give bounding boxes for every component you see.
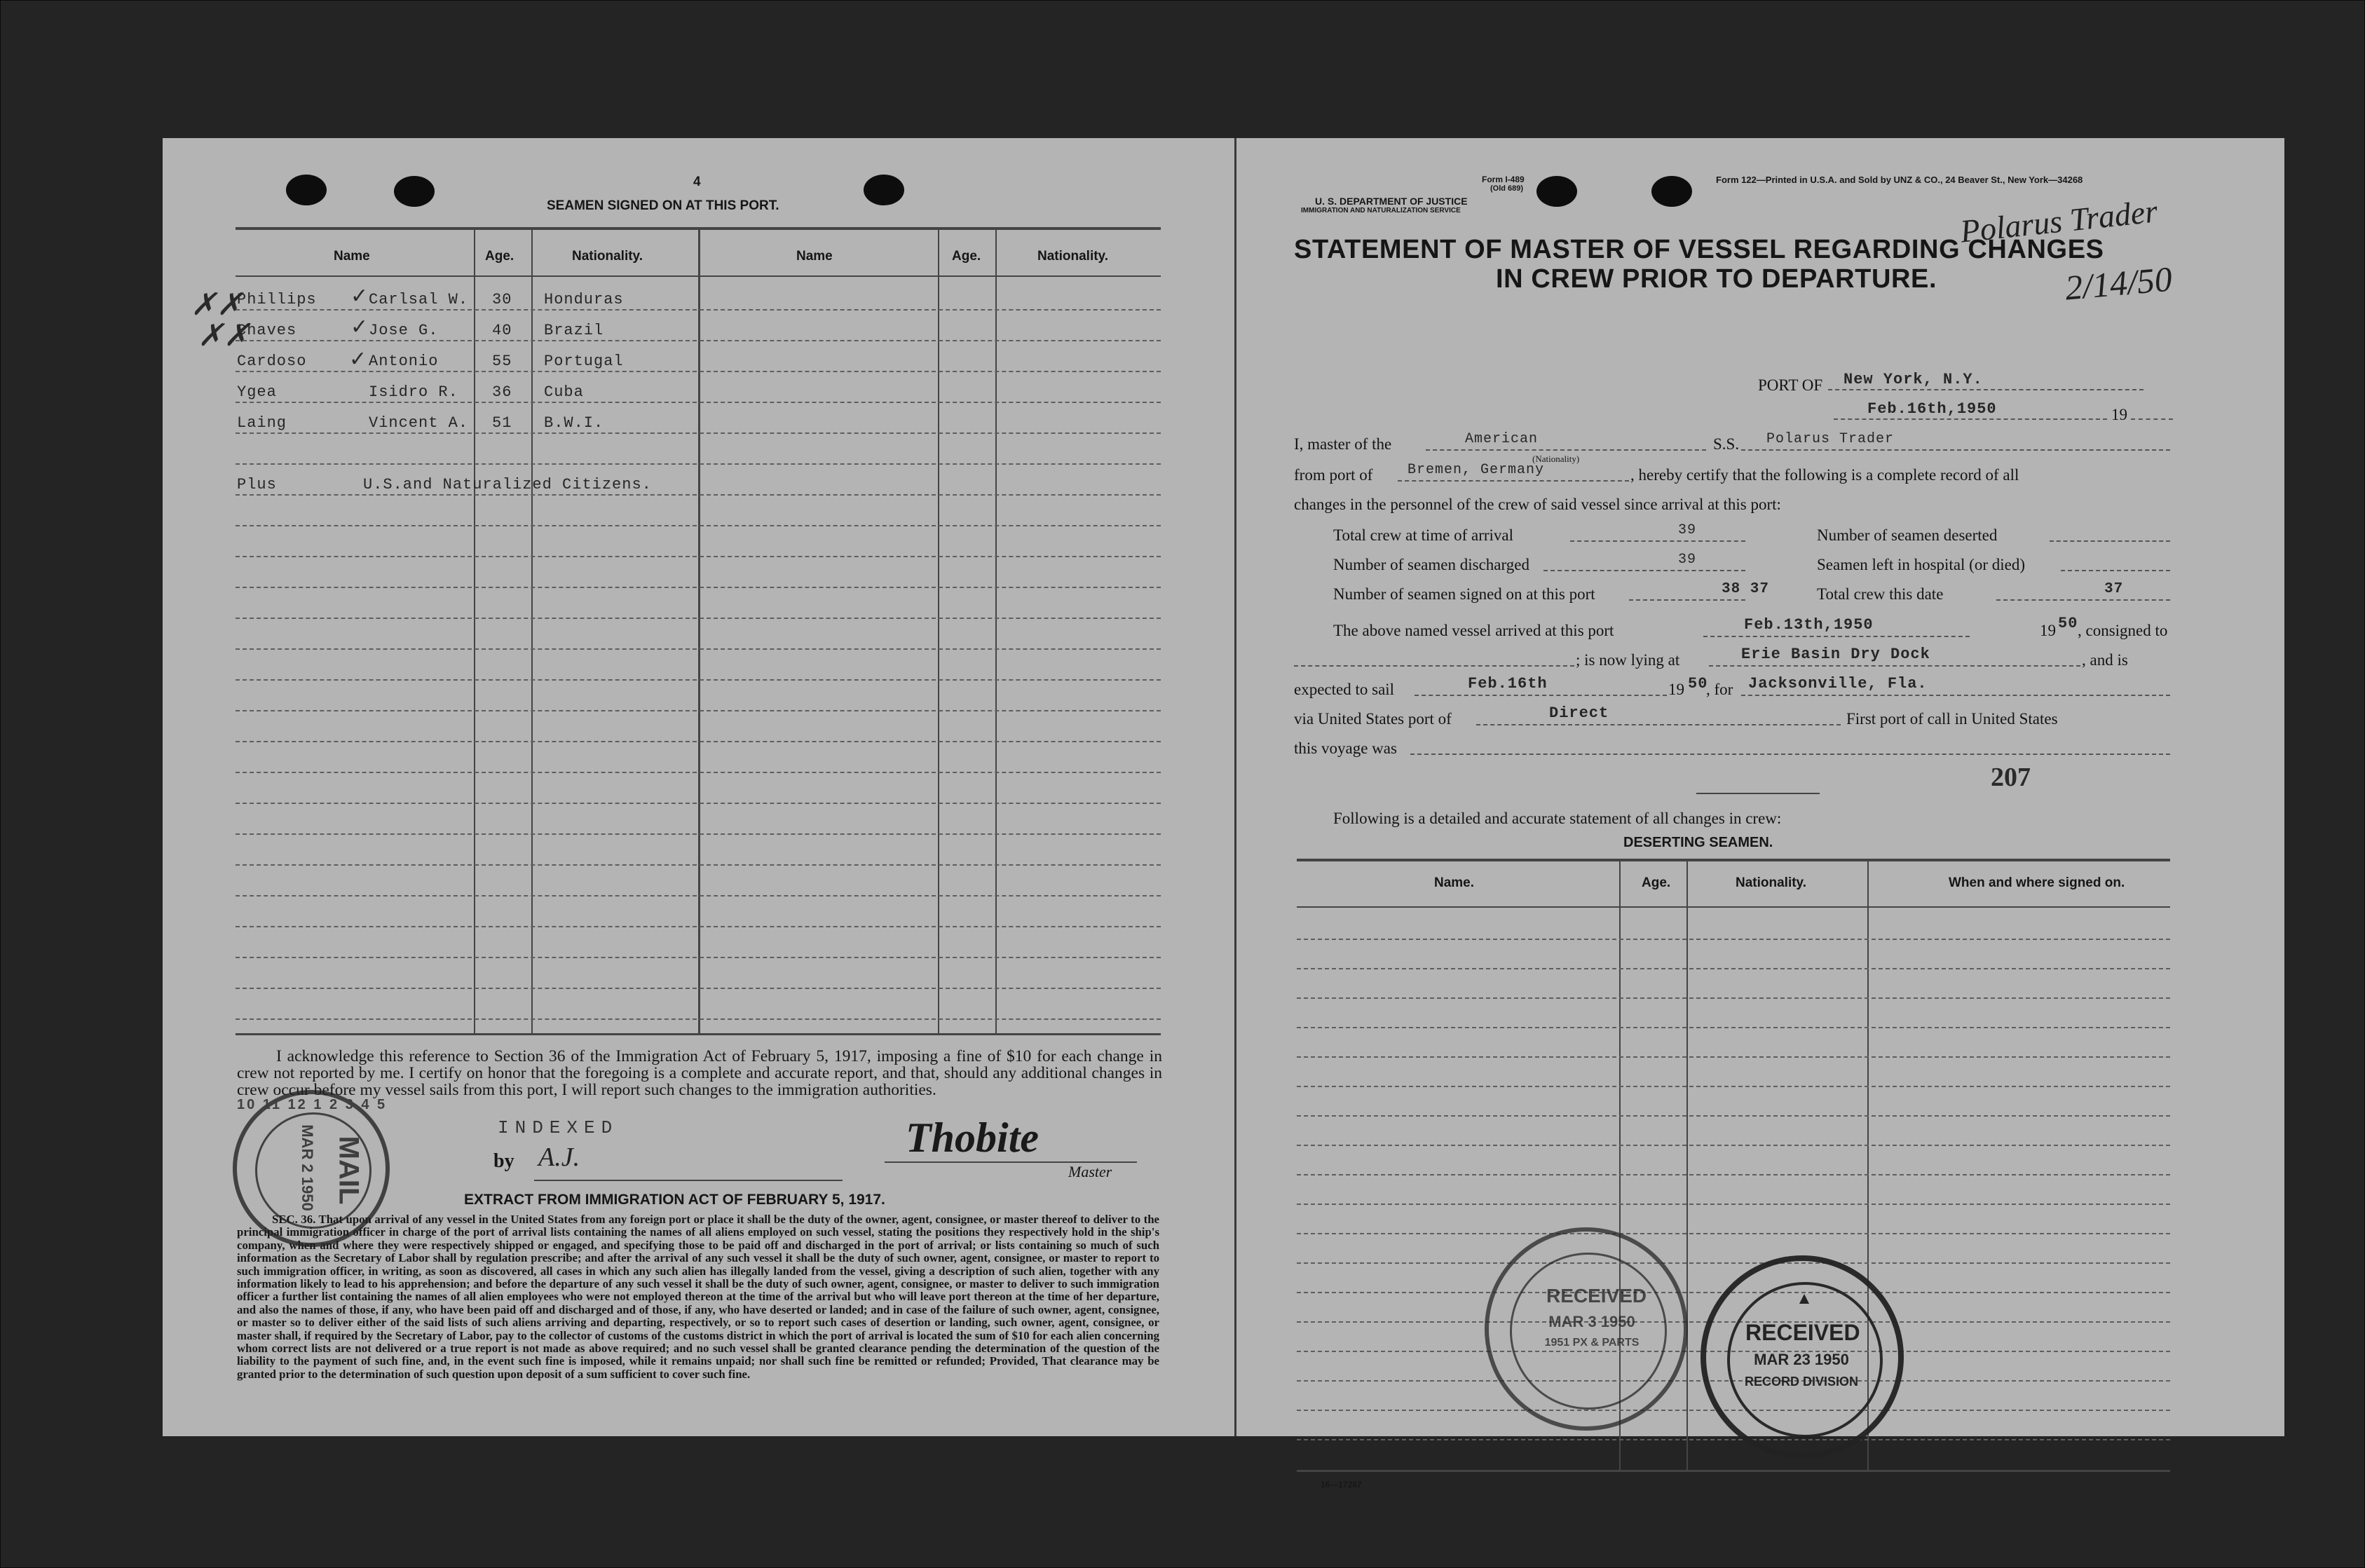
seaman-nationality: Brazil <box>544 322 604 339</box>
row-line <box>236 494 1161 496</box>
right-page <box>1236 138 2284 1489</box>
seaman-age: 51 <box>492 414 512 432</box>
via-line <box>1476 724 1841 725</box>
handwritten-vessel-name: Polarus Trader <box>1958 193 2160 250</box>
row-line <box>236 988 1161 989</box>
consignee-line <box>1294 665 1574 667</box>
lying-line <box>1709 665 2080 667</box>
received-stamp <box>1485 1227 1688 1431</box>
date-value: Feb.16th,1950 <box>1867 400 1997 418</box>
seaman-last-name: Cardoso <box>237 353 307 370</box>
form-title-line2: IN CREW PRIOR TO DEPARTURE. <box>1496 264 1937 294</box>
row-line <box>236 864 1161 866</box>
total-crew-date-label: Total crew this date <box>1817 585 1944 603</box>
page-number: 4 <box>693 175 701 189</box>
total-crew-date-value: 37 <box>2104 581 2124 597</box>
row-line <box>1297 1115 2170 1117</box>
stat-line <box>1570 540 1745 542</box>
ship-line <box>1741 449 2170 451</box>
seaman-last-name: Phillips <box>237 291 317 308</box>
master-of-label: I, master of the <box>1294 435 1392 453</box>
row-line <box>236 402 1161 403</box>
and-is-label: , and is <box>2082 651 2128 669</box>
stamp-date: MAR 3 1950 <box>1548 1313 1635 1330</box>
footer-code: 16—17287 <box>1321 1480 1362 1489</box>
check-mark: ✗✗ <box>191 287 243 322</box>
row-line <box>1297 1027 2170 1028</box>
stamp-word: RECEIVED <box>1546 1285 1647 1307</box>
stamp-word: MAIL <box>333 1136 364 1205</box>
row-line <box>236 371 1161 372</box>
stamp-date: MAR 23 1950 <box>1754 1351 1849 1368</box>
row-line <box>236 803 1161 804</box>
row-line <box>236 432 1161 434</box>
row-line <box>236 895 1161 897</box>
hospital-label: Seamen left in hospital (or died) <box>1817 556 2026 573</box>
changes-text: changes in the personnel of the crew of said vessel since arrival at this port: <box>1294 496 1781 513</box>
extract-text: SEC. 36. That upon arrival of any vessel in the United States from any foreign port or place it shall be the duty of the owner, agent, consignee, or master thereof to deliver to the principal immigration officer in charge of the port of arrival lists containing the names of all aliens employed on such vessel, stating the positions they respectively hold in the ship's company, when and where they were respectively shipped or engaged, and specifying those to be paid off and discharged in the port of arrival; or lists containing so much of such information as the Secretary of Labor shall by regulation prescribe; and after the arrival of any such vessel it shall be the duty of such owner, agent, consignee, or master to report to such immigration officer, in writing, as soon as discovered, all cases in which any such alien has illegally landed from the vessel, giving a description of such alien, together with any information likely to lead to his apprehension; and before the departure of any such vessel it shall be the duty of such owner, agent, consignee, or master to deliver to such immigration officer a further list containing the names of all alien employees who were not employed thereon at the time of the arrival but who will leave port thereon at the time of her departure, and also the names of those, if any, who have been paid off and discharged and of those, if any, who have deserted or landed; and in case of the failure of such owner, agent, consignee, or master so to deliver either of the said lists of such aliens arriving and departing, respectively, or so to report such cases of desertion or landing, such owner, agent, consignee, or master shall, if required by the Secretary of Labor, pay to the collector of customs of the customs district in which the port of arrival is located the sum of $10 for each alien concerning whom correct lists are not delivered or a true report is not made as above required; and no such vessel shall be granted clearance pending the determination of the question of the liability to the payment of such fine, and, in the event such fine is imposed, while it remains unpaid; nor shall such fine be remitted or refunded; Provided, That clearance may be granted prior to the determination of such question upon deposit of a sum sufficient to cover such fine. <box>237 1213 1159 1381</box>
row-line <box>1297 968 2170 969</box>
row-line <box>236 463 1161 465</box>
seaman-first-name: Vincent A. <box>369 414 469 432</box>
stat-line <box>1996 599 2170 601</box>
punch-hole <box>286 175 327 205</box>
stamp-detail: RECORD DIVISION <box>1744 1375 1859 1389</box>
column-divider <box>1686 861 1688 1470</box>
sail-year-prefix: 19 <box>1668 681 1684 698</box>
signature-line <box>534 1180 843 1181</box>
stat-line <box>1629 599 1745 601</box>
column-divider <box>698 230 700 1033</box>
seaman-age: 36 <box>492 383 512 401</box>
voyage-label: this voyage was <box>1294 739 1397 757</box>
row-line <box>236 525 1161 526</box>
row-line <box>236 1018 1161 1020</box>
tick-mark: ✓ <box>350 285 369 308</box>
punch-hole <box>394 176 435 207</box>
handwritten-date: 2/14/50 <box>2063 259 2174 308</box>
mail-room-stamp <box>233 1090 390 1247</box>
number-207: 207 <box>1991 763 2031 792</box>
row-line <box>236 957 1161 958</box>
ss-label: S.S. <box>1713 435 1740 453</box>
punch-hole <box>864 175 904 205</box>
stat-line <box>2050 540 2170 542</box>
from-port-line <box>1398 480 1629 482</box>
section-heading: SEAMEN SIGNED ON AT THIS PORT. <box>547 198 779 213</box>
col-header-nationality: Nationality. <box>572 249 643 264</box>
stamp-detail: 1951 PX & PARTS <box>1544 1337 1640 1349</box>
deserted-label: Number of seamen deserted <box>1817 526 1998 544</box>
department: U. S. DEPARTMENT OF JUSTICE <box>1315 196 1468 207</box>
sail-year-suffix: 50 <box>1688 675 1708 693</box>
discharged-label: Number of seamen discharged <box>1333 556 1529 573</box>
via-label: via United States port of <box>1294 710 1452 728</box>
by-label: by <box>493 1150 514 1172</box>
stat-line <box>2061 570 2170 571</box>
port-label: PORT OF <box>1758 376 1823 394</box>
row-line <box>236 618 1161 619</box>
col-header-nationality: Nationality. <box>1736 875 1806 890</box>
received-stamp-record-division <box>1701 1255 1904 1459</box>
row-line <box>1297 1145 2170 1146</box>
col-header-nationality-2: Nationality. <box>1037 249 1108 264</box>
row-line <box>1297 1204 2170 1205</box>
col-header-name-2: Name <box>796 249 833 264</box>
row-line <box>1297 997 2170 999</box>
seaman-nationality: Honduras <box>544 291 624 308</box>
by-initials: A.J. <box>538 1143 580 1172</box>
master-label: Master <box>1068 1163 1112 1180</box>
tick-mark: ✓ <box>350 315 369 339</box>
for-label: , for <box>1706 681 1733 698</box>
from-port-value: Bremen, Germany <box>1408 462 1545 478</box>
destination-value: Jacksonville, Fla. <box>1748 675 1928 693</box>
row-line <box>236 772 1161 773</box>
seaman-nationality: B.W.I. <box>544 414 604 432</box>
via-port-value: Direct <box>1549 704 1609 722</box>
date-line <box>1834 418 2107 420</box>
row-line <box>236 309 1161 311</box>
row-line <box>1297 1086 2170 1087</box>
following-label: Following is a detailed and accurate statement of all changes in crew: <box>1333 810 1782 827</box>
destination-line <box>1741 695 2170 696</box>
indexed-stamp: INDEXED <box>498 1117 619 1138</box>
seaman-nationality: Portugal <box>544 353 624 370</box>
column-divider <box>474 230 475 1033</box>
seaman-age: 30 <box>492 291 512 308</box>
signed-on-value: 38 37 <box>1722 581 1770 597</box>
seaman-age: 55 <box>492 353 512 370</box>
left-page <box>163 138 1235 1436</box>
stamp-digits: 10 11 12 1 2 3 4 5 <box>237 1097 388 1112</box>
column-divider <box>995 230 997 1033</box>
sail-date: Feb.16th <box>1468 675 1548 693</box>
col-header-name: Name. <box>1434 875 1475 890</box>
seaman-first-name: Isidro R. <box>369 383 458 401</box>
form-old-number: (Old 689) <box>1490 184 1524 193</box>
header-rule <box>1297 906 2170 908</box>
row-line <box>236 710 1161 711</box>
row-line <box>1297 1056 2170 1058</box>
sail-line <box>1415 695 1667 696</box>
seaman-last-name: Ygea <box>237 383 277 401</box>
form-number: Form I-489 <box>1482 175 1525 184</box>
signed-on-label: Number of seamen signed on at this port <box>1333 585 1595 603</box>
lying-label: ; is now lying at <box>1576 651 1680 669</box>
service: IMMIGRATION AND NATURALIZATION SERVICE <box>1301 207 1461 214</box>
port-line <box>1828 389 2144 390</box>
extract-title: EXTRACT FROM IMMIGRATION ACT OF FEBRUARY 5, 1917. <box>464 1192 885 1208</box>
check-mark: ✗✗ <box>198 318 250 353</box>
port-value: New York, N.Y. <box>1843 371 1983 388</box>
arrived-date: Feb.13th,1950 <box>1744 616 1874 634</box>
col-header-age: Age. <box>1642 875 1671 890</box>
row-line <box>1297 1262 2170 1264</box>
row-line <box>236 556 1161 557</box>
column-divider <box>531 230 533 1033</box>
row-line <box>236 340 1161 341</box>
table-bottom-rule <box>1297 1470 2170 1472</box>
seaman-first-name: Antonio <box>369 353 439 370</box>
stat-line <box>1543 570 1745 571</box>
discharged-value: 39 <box>1678 552 1697 568</box>
seaman-age: 40 <box>492 322 512 339</box>
expected-label: expected to sail <box>1294 681 1395 698</box>
seaman-nationality: Cuba <box>544 383 584 401</box>
arrived-year-prefix: 19 <box>2040 622 2056 639</box>
nationality-value: American <box>1465 431 1539 447</box>
stamp-date: MAR 2 1950 <box>299 1124 316 1211</box>
arrived-line <box>1703 636 1970 637</box>
arrived-year-suffix: 50 <box>2058 615 2078 632</box>
first-port-label: First port of call in United States <box>1846 710 2058 728</box>
col-header-when-where: When and where signed on. <box>1949 875 2125 890</box>
row-line <box>236 679 1161 681</box>
consigned-label: , consigned to <box>2078 622 2168 639</box>
row-line <box>236 926 1161 927</box>
year-prefix: 19 <box>2111 406 2127 423</box>
nationality-line <box>1426 449 1706 451</box>
arrived-label: The above named vessel arrived at this port <box>1333 622 1614 639</box>
printer-note: Form 122—Printed in U.S.A. and Sold by UNZ & CO., 24 Beaver St., New York—34268 <box>1716 175 2083 185</box>
short-rule <box>1696 793 1820 794</box>
column-divider <box>938 230 939 1033</box>
col-header-age: Age. <box>485 249 514 264</box>
form-title-line1: STATEMENT OF MASTER OF VESSEL REGARDING CHANGES <box>1294 235 2104 264</box>
punch-hole <box>1536 176 1577 207</box>
seaman-first-name: Jose G. <box>369 322 439 339</box>
deserting-heading: DESERTING SEAMEN. <box>1623 835 1773 850</box>
plus-label: Plus <box>237 476 277 493</box>
tick-mark: ✓ <box>349 348 367 371</box>
nationality-caption: (Nationality) <box>1532 454 1580 464</box>
seaman-last-name: Laing <box>237 414 287 432</box>
stamp-word: RECEIVED <box>1745 1320 1860 1345</box>
row-line <box>236 648 1161 650</box>
row-line <box>236 833 1161 835</box>
row-line <box>1297 1233 2170 1234</box>
total-crew-arrival-value: 39 <box>1678 522 1697 538</box>
col-header-age-2: Age. <box>952 249 981 264</box>
table-top-rule <box>1297 859 2170 861</box>
voyage-line <box>1410 754 2170 755</box>
table-bottom-rule <box>236 1033 1161 1035</box>
seaman-first-name: Carlsal W. <box>369 291 469 308</box>
date-line <box>2131 418 2173 420</box>
ship-name: Polarus Trader <box>1766 431 1895 447</box>
col-header-name: Name <box>334 249 370 264</box>
row-line <box>236 741 1161 742</box>
punch-hole <box>1651 176 1692 207</box>
lying-at-value: Erie Basin Dry Dock <box>1741 646 1930 663</box>
plus-text: U.S.and Naturalized Citizens. <box>363 476 652 493</box>
row-line <box>1297 939 2170 940</box>
seaman-last-name: Chaves <box>237 322 297 339</box>
certify-text: , hereby certify that the following is a complete record of all <box>1630 466 2019 484</box>
stamp-arrow-icon: ▲ <box>1796 1289 1813 1308</box>
master-signature: Thobite <box>906 1114 1039 1161</box>
acknowledgement-text: I acknowledge this reference to Section 36 of the Immigration Act of February 5, 1917, imposing a fine of $10 for each change in crew not reported by me. I certify on honor that the foregoing is a complete and accurate report, and that, should any additional changes in crew occur before my vessel sails from this port, I will report such changes to the immigration authorities. <box>237 1047 1162 1099</box>
total-crew-arrival-label: Total crew at time of arrival <box>1333 526 1514 544</box>
row-line <box>1297 1439 2170 1440</box>
from-port-label: from port of <box>1294 466 1373 484</box>
row-line <box>1297 1174 2170 1175</box>
row-line <box>236 587 1161 588</box>
